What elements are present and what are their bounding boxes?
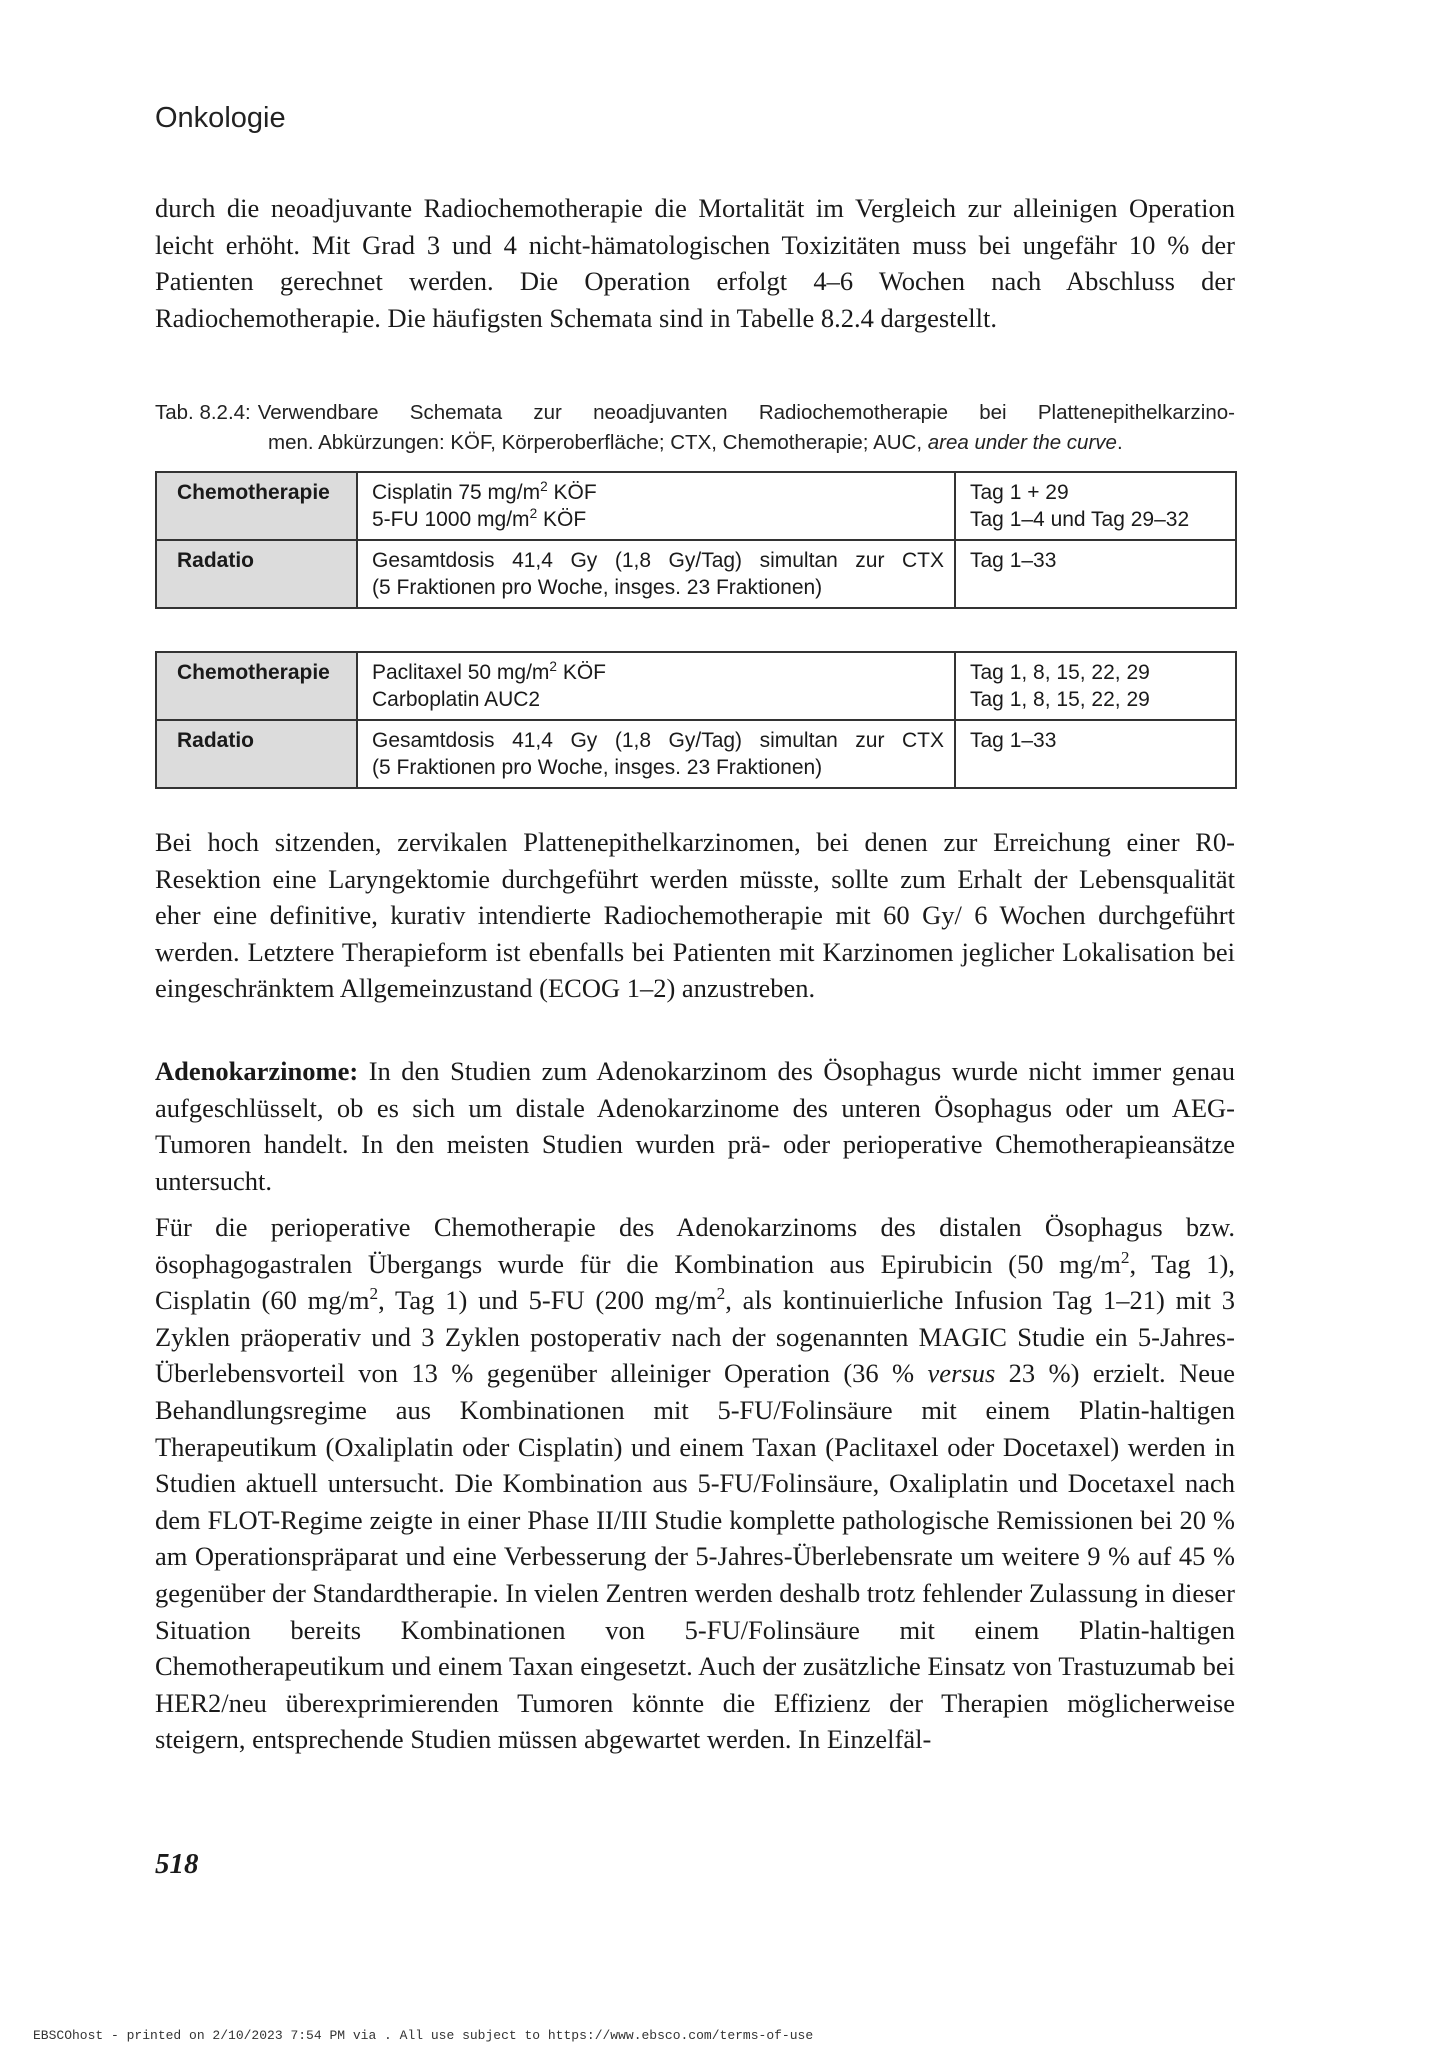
- row-header-chemotherapie: Chemotherapie: [156, 472, 357, 540]
- days-cell: Tag 1–33: [955, 540, 1236, 608]
- caption-italic: area under the curve: [927, 431, 1117, 454]
- caption-line-1: Verwendbare Schemata zur neoadjuvanten Radiochemotherapie bei Plattenepithelkarzino-: [257, 401, 1235, 424]
- caption-line-2: men. Abkürzungen: KÖF, Körperoberfläche; CTX, Chemotherapie; AUC, area under the curve.: [268, 431, 1123, 454]
- paragraph-zervikal: Bei hoch sitzenden, zervikalen Plattenepithelkarzinomen, bei denen zur Erreichung einer R0-Resektion eine Laryngektomie durchgeführt werden müsste, sollte zum Erhalt der Lebensqualität eher eine definitive, kurativ intendierte Radiochemotherapie mit 60 Gy/ 6 Wochen durchgeführt werden. Letztere Therapieform ist ebenfalls bei Patienten mit Karzinomen jeglicher Lokalisation bei eingeschränktem Allgemeinzustand (ECOG 1–2) anzustreben.: [155, 827, 1235, 1004]
- row-header-radatio: Radatio: [156, 540, 357, 608]
- row-header-radatio: Radatio: [156, 720, 357, 788]
- drug-cell: Paclitaxel 50 $mg/m^2$ KÖF Carboplatin AUC2: [357, 652, 955, 720]
- table-row: [156, 472, 1236, 540]
- caption-label: Tab. 8.2.4:: [155, 401, 251, 424]
- paragraph-intro: durch die neoadjuvante Radiochemotherapie die Mortalität im Vergleich zur alleinigen Operation leicht erhöht. Mit Grad 3 und 4 nicht-hämatologischen Toxizitäten muss bei ungefähr 10 % der Patienten gerechnet werden. Die Operation erfolgt 4–6 Wochen nach Abschluss der Radiochemotherapie. Die häufigsten Schemata sind in Tabelle 8.2.4 dargestellt.: [155, 193, 1235, 333]
- schema-table-2: [155, 651, 1237, 789]
- paragraph-lead: Adenokarzinome:: [155, 1056, 359, 1086]
- table-caption: [155, 398, 1235, 458]
- table-row: [156, 720, 1236, 788]
- schema-table-1: [155, 471, 1237, 609]
- print-footer: EBSCOhost - printed on 2/10/2023 7:54 PM via . All use subject to https://www.ebsco.com/terms-of-use: [33, 2028, 814, 2043]
- days-cell: Tag 1 + 29 Tag 1–4 und Tag 29–32: [955, 472, 1236, 540]
- drug-cell: Cisplatin 75 $mg/m^2$ KÖF 5-FU 1000 $mg/m^2$ KÖF: [357, 472, 955, 540]
- days-cell: Tag 1, 8, 15, 22, 29 Tag 1, 8, 15, 22, 29: [955, 652, 1236, 720]
- paragraph-adenokarzinome: Adenokarzinome: In den Studien zum Adenokarzinom des Ösophagus wurde nicht immer genau aufgeschlüsselt, ob es sich um distale Adenokarzinome des unteren Ösophagus oder um AEG-Tumoren handelt. In den meisten Studien wurden prä- oder perioperative Chemotherapieansätze untersucht.: [155, 1056, 1235, 1196]
- running-header: Onkologie: [155, 102, 286, 134]
- table-row: [156, 652, 1236, 720]
- dose-cell: Gesamtdosis 41,4 Gy (1,8 Gy/Tag) simultan zur CTX (5 Fraktionen pro Woche, insges. 23 Fraktionen): [357, 540, 955, 608]
- dose-cell: Gesamtdosis 41,4 Gy (1,8 Gy/Tag) simultan zur CTX (5 Fraktionen pro Woche, insges. 23 Fraktionen): [357, 720, 955, 788]
- row-header-chemotherapie: Chemotherapie: [156, 652, 357, 720]
- days-cell: Tag 1–33: [955, 720, 1236, 788]
- page-number: 518: [155, 1848, 199, 1880]
- table-row: [156, 540, 1236, 608]
- paragraph-perioperativ: Für die perioperative Chemotherapie des Adenokarzinoms des distalen Ösophagus bzw. ösophagogastralen Übergangs wurde für die Kombination aus Epirubicin (50 $mg/m^2$, Tag 1), Cisplatin (60 $mg/m^2$, Tag 1) und 5-FU (200 $mg/m^2$, als kontinuierliche Infusion Tag 1–21) mit 3 Zyklen präoperativ und 3 Zyklen postoperativ nach der sogenannten MAGIC Studie ein 5-Jahres-Überlebensvorteil von 13 % gegenüber alleiniger Operation (36 % versus 23 %) erzielt. Neue Behandlungsregime aus Kombinationen mit 5-FU/Folinsäure mit einem Platin-haltigen Therapeutikum (Oxaliplatin oder Cisplatin) und einem Taxan (Paclitaxel oder Docetaxel) werden in Studien aktuell untersucht. Die Kombination aus 5-FU/Folinsäure, Oxaliplatin und Docetaxel nach dem FLOT-Regime zeigte in einer Phase II/III Studie komplette pathologische Remissionen bei 20 % am Operationspräparat und eine Verbesserung der 5-Jahres-Überlebensrate um weitere 9 % auf 45 % gegenüber der Standardtherapie. In vielen Zentren werden deshalb trotz fehlender Zulassung in dieser Situation bereits Kombinationen von 5-FU/Folinsäure mit einem Platin-haltigen Chemotherapeutikum und einem Taxan eingesetzt. Auch der zusätzliche Einsatz von Trastuzumab bei HER2/neu überexprimierenden Tumoren könnte die Effizienz der Therapien möglicherweise steigern, entsprechende Studien müssen abgewartet werden. In Einzelfäl-: [155, 1212, 1236, 1755]
